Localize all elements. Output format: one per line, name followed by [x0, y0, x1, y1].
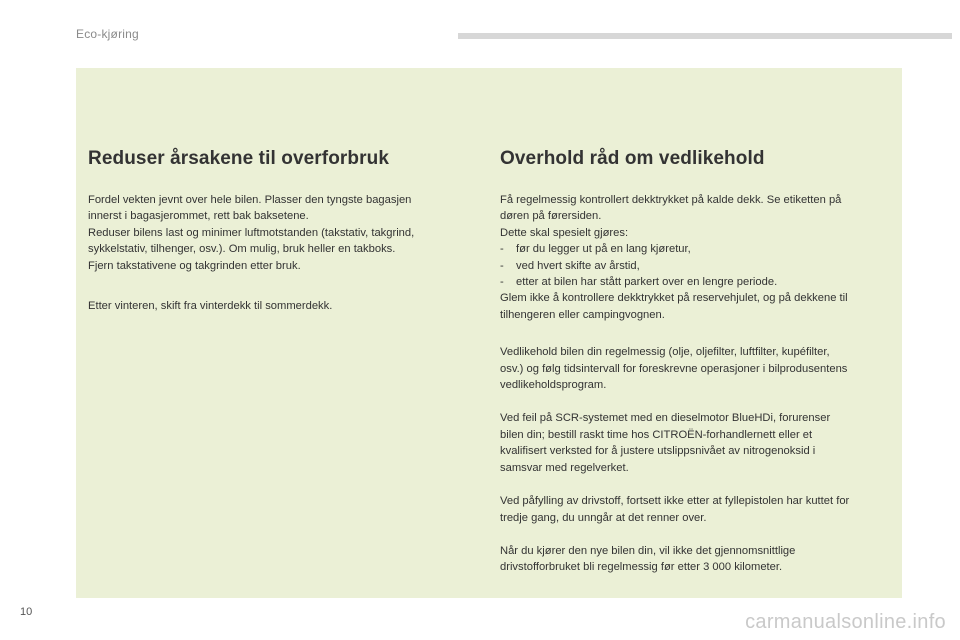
page-number: 10: [20, 606, 33, 618]
refuel-paragraph: Ved påfylling av drivstoff, fortsett ikke etter at fyllepistolen har kuttet for tredje gang, du unngår at det renner over.: [500, 495, 850, 524]
left-paragraph-2: Etter vinteren, skift fra vinterdekk til sommerdekk.: [88, 300, 333, 313]
maintenance-paragraph: Vedlikehold bilen din regelmessig (olje, oljefilter, luftfilter, kupéfilter, osv.) og følg tidsintervall for foreskrevne operasjoner i bilprodusentens vedlikeholdsprogram.: [500, 346, 848, 392]
bullet-item: - før du legger ut på en lang kjøretur,: [500, 243, 691, 256]
tire-pressure-outro: Glem ikke å kontrollere dekktrykket på reservehjulet, og på dekkene til tilhengeren eller campingvognen.: [500, 292, 848, 321]
left-paragraph-1: Fordel vekten jevnt over hele bilen. Plasser den tyngste bagasjen innerst i bagasjerommet, rett bak baksetene. Reduser bilens last og minimer luftmotstanden (takstativ, takgrind, sykkelstativ, tilhenger, osv.). Om mulig, bruk heller en takboks. Fjern takstativene og takgrinden etter bruk.: [88, 194, 415, 272]
watermark: carmanualsonline.info: [745, 611, 946, 633]
section-title: Eco-kjøring: [76, 27, 139, 41]
left-heading: Reduser årsakene til overforbruk: [88, 148, 389, 169]
content-panel: [76, 68, 902, 598]
scr-paragraph: Ved feil på SCR-systemet med en dieselmotor BlueHDi, forurenser bilen din; bestill raskt time hos CITROËN-forhandlernett eller et kvalifisert verksted for å justere utslippsnivået av nitrogenoksid i samsvar med regelverket.: [500, 412, 831, 474]
right-column: [500, 148, 892, 576]
left-column: [88, 148, 468, 314]
new-car-paragraph: Når du kjører den nye bilen din, vil ikke det gjennomsnittlige drivstofforbruket bli regelmessig før etter 3 000 kilometer.: [500, 544, 796, 574]
tire-pressure-intro: Få regelmessig kontrollert dekktrykket på kalde dekk. Se etiketten på døren på førersiden. Dette skal spesielt gjøres:: [500, 194, 842, 239]
right-heading: Overhold råd om vedlikehold: [500, 148, 765, 169]
header-rule: [458, 33, 952, 39]
bullet-item: - etter at bilen har stått parkert over en lengre periode.: [500, 276, 778, 289]
bullet-item: - ved hvert skifte av årstid,: [500, 259, 640, 272]
